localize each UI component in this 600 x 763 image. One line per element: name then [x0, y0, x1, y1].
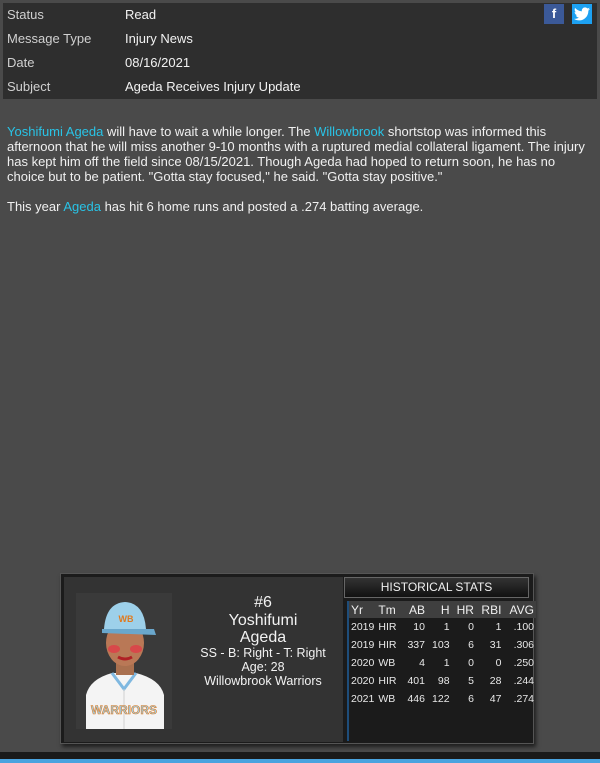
twitter-share-icon[interactable]	[572, 4, 592, 24]
cell-h: 122	[432, 693, 450, 705]
cell-h: 1	[443, 657, 450, 669]
cell-h: 1	[443, 621, 450, 633]
cell-tm: HIR	[378, 621, 397, 633]
player-info-panel	[64, 577, 343, 742]
cell-rbi: 31	[489, 639, 502, 651]
col-avg: AVG	[503, 601, 536, 618]
header-row-date	[3, 51, 597, 75]
player-team: Willowbrook Warriors	[204, 674, 322, 688]
status-label: Status	[7, 7, 44, 22]
col-tm: Tm	[376, 601, 402, 618]
subject-label: Subject	[7, 79, 51, 94]
cell-tm: WB	[378, 657, 396, 669]
cell-h: 98	[437, 675, 450, 687]
player-last-name: Ageda	[239, 629, 287, 646]
cell-h: 103	[432, 639, 450, 651]
cell-yr: 2021	[351, 693, 375, 705]
cell-rbi: 1	[495, 621, 502, 633]
article-body	[7, 124, 587, 229]
subject-value: Ageda Receives Injury Update	[125, 79, 301, 94]
player-portrait[interactable]	[76, 593, 172, 729]
jersey-number: #6	[254, 594, 272, 611]
cap-logo-text: WB	[118, 614, 134, 624]
cell-avg: .100	[513, 621, 534, 633]
bottom-status-bar	[0, 752, 600, 763]
message-type-value: Injury News	[125, 31, 193, 46]
date-value: 08/16/2021	[125, 55, 191, 70]
date-label: Date	[7, 55, 35, 70]
article-paragraph-1	[7, 124, 587, 184]
cell-ab: 401	[407, 675, 425, 687]
cell-ab: 4	[419, 657, 425, 669]
jersey-text: WARRIORS	[91, 703, 157, 717]
cell-ab: 10	[413, 621, 425, 633]
table-row	[349, 672, 536, 690]
player-link[interactable]: Ageda	[63, 199, 101, 214]
cell-hr: 6	[468, 639, 474, 651]
cell-avg: .306	[513, 639, 534, 651]
cell-tm: HIR	[378, 675, 397, 687]
cell-yr: 2020	[351, 657, 375, 669]
cell-hr: 6	[468, 693, 474, 705]
cell-yr: 2019	[351, 639, 375, 651]
message-header	[3, 3, 597, 99]
article-text: has hit 6 home runs and posted a .274 batting average.	[100, 199, 424, 214]
player-first-name: Yoshifumi	[228, 612, 298, 629]
col-h: H	[427, 601, 452, 618]
player-details	[184, 593, 342, 688]
team-link[interactable]: Willowbrook	[314, 124, 385, 139]
header-row-message-type	[3, 27, 597, 51]
cell-ab: 337	[407, 639, 425, 651]
table-row	[349, 654, 536, 672]
cell-avg: .244	[513, 675, 534, 687]
status-value: Read	[125, 7, 157, 22]
cell-tm: HIR	[378, 639, 397, 651]
cell-yr: 2019	[351, 621, 375, 633]
article-paragraph-2	[7, 199, 587, 214]
col-rbi: RBI	[476, 601, 503, 618]
col-ab: AB	[402, 601, 427, 618]
article-text: will have to wait a while longer. The	[103, 124, 315, 139]
article-text: shortstop was informed this afternoon that he will miss another 9-10 months with a ruptured medial collateral ligament. The injury has kept him off the field since 08/15/2021. Though Ageda had hoped to return soon, he has no choice but to be patient. "Gotta stay focused," he said. "Gotta stay positive."	[7, 124, 585, 184]
table-row	[349, 690, 536, 708]
cell-rbi: 0	[495, 657, 502, 669]
col-yr: Yr	[349, 601, 376, 618]
player-card	[60, 573, 534, 744]
historical-stats-header: HISTORICAL STATS	[344, 577, 529, 598]
player-age: Age: 28	[241, 660, 285, 674]
cell-hr: 0	[468, 657, 474, 669]
table-row	[349, 636, 536, 654]
cell-avg: .250	[513, 657, 534, 669]
position-bats-throws: SS - B: Right - T: Right	[200, 646, 326, 660]
cell-ab: 446	[407, 693, 425, 705]
historical-stats-table	[347, 601, 534, 741]
col-hr: HR	[452, 601, 476, 618]
cell-hr: 0	[468, 621, 474, 633]
facebook-share-icon[interactable]: f	[544, 4, 564, 24]
cell-rbi: 28	[489, 675, 502, 687]
cell-avg: .274	[513, 693, 534, 705]
table-row	[349, 618, 536, 636]
header-row-status	[3, 3, 597, 27]
player-link[interactable]: Yoshifumi Ageda	[7, 124, 104, 139]
cell-rbi: 47	[489, 693, 502, 705]
message-type-label: Message Type	[7, 31, 92, 46]
cell-hr: 5	[468, 675, 474, 687]
stats-header-row	[349, 601, 536, 618]
cell-tm: WB	[378, 693, 396, 705]
header-row-subject	[3, 75, 597, 99]
cell-yr: 2020	[351, 675, 375, 687]
article-text: This year	[7, 199, 64, 214]
